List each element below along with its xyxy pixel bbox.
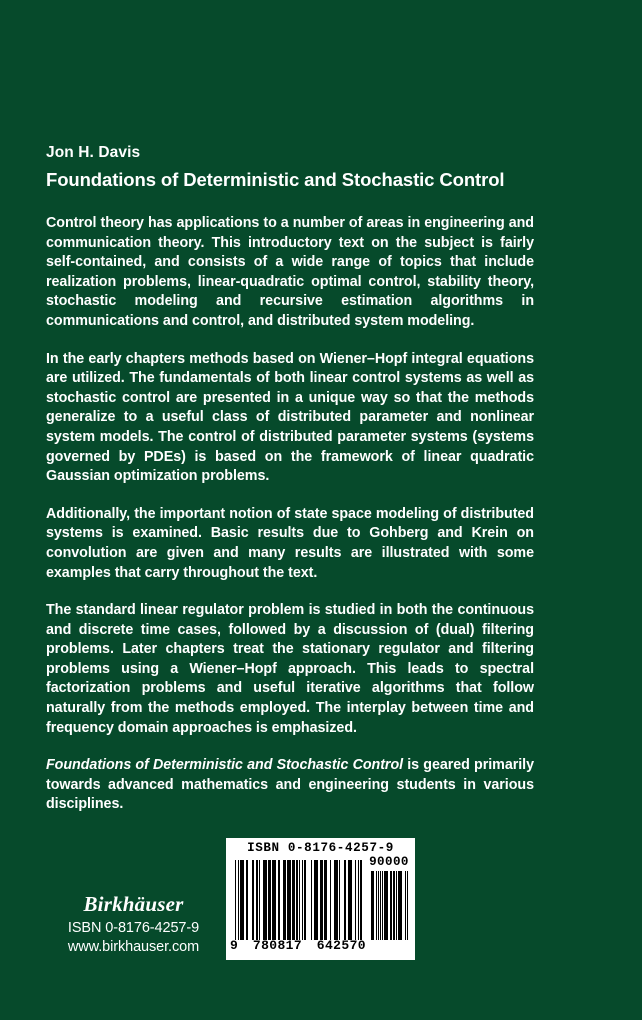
blurb-paragraph-3: Additionally, the important notion of state space modeling of distributed systems is examined. Basic results due to Gohberg and Krein on convolution are given and many results are illustrated with some examples that carry throughout the text.: [46, 505, 534, 581]
blurb-paragraph-4: The standard linear regulator problem is studied in both the continuous and discrete time cases, followed by a discussion of (dual) filtering problems. Later chapters treat the stationary regulator and filtering problems using a Wiener–Hopf approach. This leads to spectral factorization problems and useful iterative algorithms that follow naturally from the methods employed. The interplay between time and frequency domain approaches is emphasized.: [46, 602, 534, 736]
blurb-paragraph-2: In the early chapters methods based on Wiener–Hopf integral equations are utilized. The fundamentals of both linear control systems as well as stochastic control are presented in a unique way so that the methods generalize to a useful class of distributed parameter and nonlinear system models. The control of distributed parameter systems (systems governed by PDEs) is based on the framework of linear quadratic Gaussian optimization problems.: [46, 350, 534, 485]
barcode-supplement-digits: 90000: [369, 855, 409, 869]
ean-right-group: 642570: [316, 938, 366, 953]
barcode-bars-main: [235, 860, 362, 940]
publisher-block: [46, 892, 221, 957]
blurb-paragraph-1: Control theory has applications to a number of areas in engineering and communication theory. This introductory text on the subject is fairly self-contained, and consists of a wide range of topics that include realization problems, linear-quadratic optimal control, stability theory, stochastic modeling and recursive estimation algorithms in communications and control, and distributed system modeling.: [46, 215, 534, 329]
barcode-isbn-label: ISBN 0-8176-4257-9: [247, 841, 394, 855]
barcode-stripe: [360, 860, 361, 940]
book-title: Foundations of Deterministic and Stochastic Control: [46, 169, 505, 190]
isbn-text: ISBN 0-8176-4257-9: [67, 920, 200, 936]
publisher-logo: Birkhäuser: [83, 892, 184, 916]
cover-text-block: [46, 143, 534, 815]
ean-lead-digit: 9: [230, 938, 239, 953]
barcode-ean-digits: [230, 938, 366, 953]
ean-left-group: 780817: [252, 938, 303, 953]
blurb-title-mention: Foundations of Deterministic and Stochastic Control: [46, 757, 404, 774]
barcode-bars-supplement: [370, 871, 408, 940]
ean-barcode: [226, 838, 415, 960]
blurb-title-remainder: is geared primarily towards advanced mathematics and engineering students in various disciplines.: [46, 757, 534, 813]
author-name: Jon H. Davis: [46, 144, 141, 161]
barcode-stripe: [407, 871, 408, 940]
blurb-paragraph-5: [46, 756, 534, 815]
cover-footer: [0, 830, 642, 980]
publisher-website: www.birkhauser.com: [67, 939, 200, 955]
